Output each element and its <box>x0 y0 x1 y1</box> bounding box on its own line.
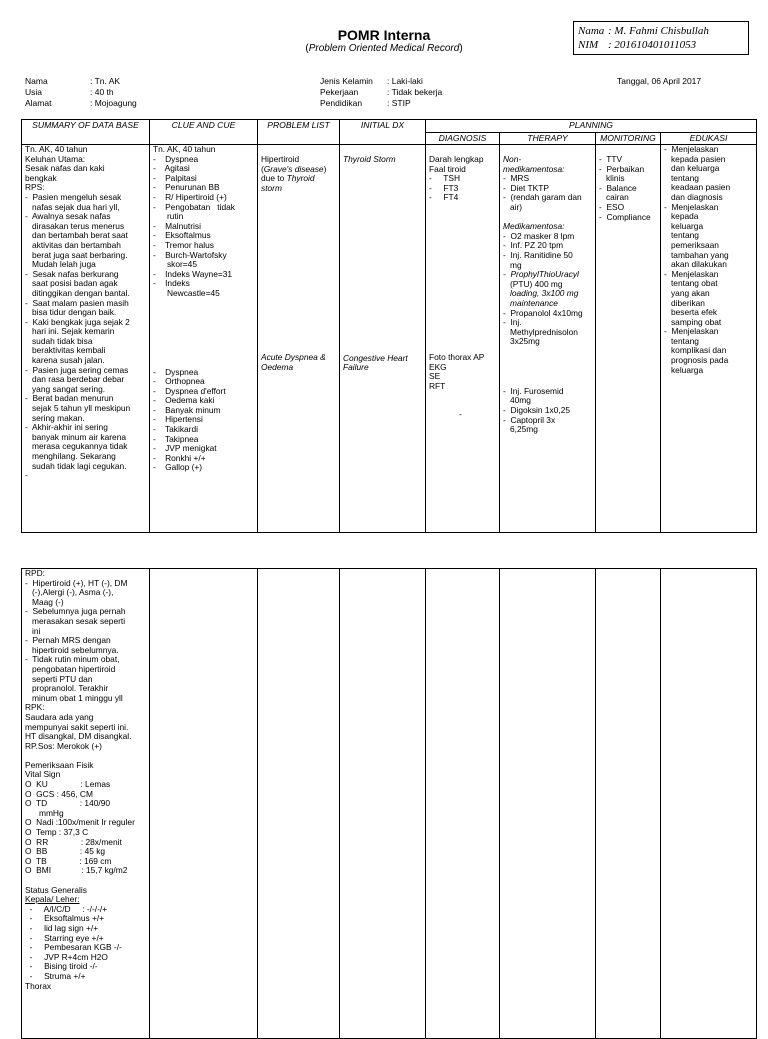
patient-job-row <box>320 87 442 98</box>
patient-job-label: Pekerjaan <box>320 87 359 97</box>
summary-lines-line: yang sangat sering. <box>25 383 106 394</box>
summary-cont-a-line: O Nadi :100x/menit Ir reguler <box>25 817 135 828</box>
clue-group-1 <box>153 145 254 299</box>
student-name-label: Nama <box>578 25 605 37</box>
clue-group-1-line: - R/ Hipertiroid (+) <box>153 191 227 202</box>
edukasi-1-line: pemeriksaan <box>664 239 719 250</box>
therapy-1-line: - (rendah garam dan <box>503 192 582 203</box>
monitoring-1-line: cairan <box>599 192 629 203</box>
monitoring-1-line: - Compliance <box>599 211 651 222</box>
diagnosis-1-line: - TSH <box>429 173 461 184</box>
summary-cont-a-line: RP.Sos: Merokok (+) <box>25 740 102 751</box>
clue-group-1-line: - Dyspnea <box>153 153 199 164</box>
edukasi-1-line: keluarga <box>664 364 704 375</box>
summary-cont-a-line: ini <box>25 625 41 636</box>
header-diagnosis: DIAGNOSIS <box>426 132 500 145</box>
patient-job-value: : Tidak bekerja <box>387 87 443 97</box>
summary-cont-a-line: O TD : 140/90 <box>25 798 111 809</box>
monitoring-cont-cell <box>596 569 661 1039</box>
summary-lines-line: sejak 5 tahun yll meskipun <box>25 403 131 414</box>
header-therapy: THERAPY <box>500 132 596 145</box>
edukasi-1-line: dan diagnosis <box>664 191 723 202</box>
summary-cont-a-line: Saudara ada yang <box>25 711 94 722</box>
initial-cont-cell <box>340 569 426 1039</box>
pomr-table-page1 <box>21 119 757 533</box>
summary-cont-b-line: Thorax <box>25 980 52 991</box>
summary-lines-line: dan rasa berdebar debar <box>25 374 125 385</box>
clue-group-1-line: - Tremor halus <box>153 239 214 250</box>
header-edukasi: EDUKASI <box>661 132 757 145</box>
monitoring-cell <box>596 145 661 533</box>
patient-sex-row <box>320 76 442 87</box>
clue-group-1-line: - Penurunan BB <box>153 182 220 193</box>
patient-name-value: : Tn. AK <box>90 76 121 86</box>
therapy-1-line: - MRS <box>503 173 530 184</box>
summary-cont-a-line: mempunyai sakit seperti ini. <box>25 721 129 732</box>
diagnosis-1-line: Faal tiroid <box>429 163 466 174</box>
summary-lines-line: Tn. AK, 40 tahun <box>25 144 88 154</box>
patient-address-label: Alamat <box>25 98 52 108</box>
subtitle-text: Problem Oriented Medical Record <box>308 43 460 54</box>
problem-2-line-2: Oedema <box>261 361 294 372</box>
summary-lines-line: ditinggikan dengan bantal. <box>25 287 130 298</box>
diagnosis-2-line: Foto thorax AP <box>429 351 485 362</box>
therapy-1-line: air) <box>503 201 523 212</box>
therapy-2-line: 40mg <box>503 395 531 406</box>
clue-group-2-line: - Takikardi <box>153 424 198 435</box>
monitoring-1-line: - ESO <box>599 201 625 212</box>
summary-cont-a-line: - Sebelumnya juga pernah <box>25 606 126 617</box>
problem-2 <box>261 353 336 372</box>
summary-cont-a-line: merasakan sesak seperti <box>25 615 126 626</box>
clue-group-2-line: - Dyspnea d'effort <box>153 385 226 396</box>
patient-address-row <box>25 98 137 109</box>
edukasi-1-line: tentang obat <box>664 278 718 289</box>
summary-lines-line: hari ini. Sejak kemarin <box>25 326 115 337</box>
summary-lines-line: sudah tidak lagi cegukan. <box>25 460 127 471</box>
summary-lines-line: RPS: <box>25 182 45 193</box>
summary-lines-line: dan bertambah berat saat <box>25 230 128 241</box>
summary-cont-a-line: O GCS : 456, CM <box>25 788 93 799</box>
patient-education-row <box>320 98 442 109</box>
summary-lines-line: - Sesak nafas berkurang <box>25 268 119 279</box>
therapy-2 <box>503 387 592 435</box>
therapy-1-line: 3x25mg <box>503 336 540 347</box>
edukasi-1-line: akan dilakukan <box>664 259 727 270</box>
summary-lines-line: - Pasien juga sering cemas <box>25 364 129 375</box>
summary-lines-line: - Kaki bengkak juga sejak 2 <box>25 316 130 327</box>
diagnosis-cont-cell <box>426 569 500 1039</box>
therapy-1-line: medikamentosa: <box>503 163 565 174</box>
patient-sex-value: : Laki-laki <box>387 76 423 86</box>
summary-cont-a-line: propranolol. Terakhir <box>25 683 109 694</box>
therapy-1 <box>503 155 592 347</box>
therapy-1-line: loading, 3x100 mg <box>503 288 579 299</box>
clue-group-2-line: - Oedema kaki <box>153 395 215 406</box>
summary-cont-a-line: - Hipertiroid (+), HT (-), DM <box>25 577 128 588</box>
patient-sex-label: Jenis Kelamin <box>320 76 373 86</box>
summary-lines-line: - Berat badan menurun <box>25 393 114 404</box>
edukasi-1-line: tentang <box>664 335 699 346</box>
header-summary: SUMMARY OF DATA BASE <box>22 120 150 145</box>
document-title: POMR Interna <box>337 27 431 43</box>
summary-cont-a-line: O TB : 169 cm <box>25 855 112 866</box>
clue-group-1-line: - Agitasi <box>153 163 190 174</box>
therapy-1-line: mg <box>503 259 522 270</box>
edukasi-1-line: kepada <box>664 211 699 222</box>
edukasi-1-line: samping obat <box>664 316 722 327</box>
summary-cont-a-line: RPD: <box>25 568 46 578</box>
clue-group-1-line: - Malnutrisi <box>153 220 201 231</box>
student-name-value: : M. Fahmi Chisbullah <box>608 25 709 37</box>
diagnosis-1-line: - FT4 <box>429 192 459 203</box>
problem-1 <box>261 155 336 193</box>
problem-cont-cell <box>258 569 340 1039</box>
therapy-1-line: Non- <box>503 154 522 164</box>
edukasi-1-line: - Menjelaskan <box>664 326 719 337</box>
therapy-1-line: - Inj. Ranitidine 50 <box>503 249 573 260</box>
summary-cont-a-line: Status Generalis <box>25 884 87 895</box>
therapy-2-line: - Captopril 3x <box>503 414 556 425</box>
summary-cont-a-line: O KU : Lemas <box>25 779 111 790</box>
header-monitoring: MONITORING <box>596 132 661 145</box>
patient-education-label: Pendidikan <box>320 98 363 108</box>
therapy-1-line: - ProphylThioUracyl <box>503 269 579 280</box>
summary-lines-line: Keluhan Utama: <box>25 153 86 164</box>
summary-cont-a-line: - Pernah MRS dengan <box>25 635 111 646</box>
summary-cont-b-line: - Eksoftalmus +/+ <box>25 913 105 924</box>
summary-lines-line: saat posisi badan agak <box>25 278 118 289</box>
problem-1-line-4: storm <box>261 182 282 193</box>
therapy-1-line: - O2 masker 8 lpm <box>503 230 575 241</box>
edukasi-1-line: keadaan pasien <box>664 182 731 193</box>
edukasi-1-line: tambahan yang <box>664 249 729 260</box>
summary-cont-a-line: Vital Sign <box>25 769 61 780</box>
summary-lines-line: dirasakan terus menerus <box>25 220 125 231</box>
clue-group-1-line: Newcastle=45 <box>153 287 220 298</box>
summary-cont-a-line: - Tidak rutin minum obat, <box>25 654 120 665</box>
therapy-1-line: - Inj. <box>503 317 522 328</box>
patient-age-value: : 40 th <box>90 87 114 97</box>
therapy-2-line: 6,25mg <box>503 424 538 435</box>
summary-cont-a-line: HT disangkal, DM disangkal. <box>25 731 132 742</box>
edukasi-1-line: tentang <box>664 172 699 183</box>
edukasi-1-line: yang akan <box>664 287 710 298</box>
summary-cont-a-line: O BB : 45 kg <box>25 846 106 857</box>
monitoring-1-line: - Perbaikan <box>599 163 645 174</box>
summary-cont-a-line: mmHg <box>25 807 64 818</box>
edukasi-cell <box>661 145 757 533</box>
clue-group-1-line: skor=45 <box>153 259 197 270</box>
summary-cont-a-line: seperti PTU dan <box>25 673 93 684</box>
edukasi-1-line: prognosis pada <box>664 355 729 366</box>
edukasi-1-line: beserta efek <box>664 307 718 318</box>
summary-cont-b-line: - Pembesaran KGB -/- <box>25 942 122 953</box>
clue-group-2-line: - Dyspnea <box>153 366 199 377</box>
diagnosis-1 <box>429 155 496 203</box>
student-nim-row <box>578 38 744 52</box>
student-nim-label: NIM <box>578 39 599 51</box>
monitoring-1-line: - Balance <box>599 182 637 193</box>
summary-lines-line: Mudah lelah juga <box>25 259 96 270</box>
clue-group-1-line: - Palpitasi <box>153 172 197 183</box>
edukasi-1-line: kepada pasien <box>664 153 726 164</box>
edukasi-1-line: keluarga <box>664 220 704 231</box>
monitoring-1-line: klinis <box>599 173 625 184</box>
edukasi-1-line: - Menjelaskan <box>664 268 719 279</box>
diagnosis-2-line: RFT <box>429 380 446 391</box>
clue-group-2-line: - Banyak minum <box>153 404 221 415</box>
summary-lines-line: - Pasien mengeluh sesak <box>25 191 122 202</box>
edukasi-cont-cell <box>661 569 757 1039</box>
summary-lines <box>25 145 146 481</box>
diagnosis-1-line: - FT3 <box>429 182 459 193</box>
therapy-1-line: (PTU) 400 mg <box>503 278 563 289</box>
initial-dx-2-line: Failure <box>343 362 369 373</box>
summary-cont-b <box>25 905 146 991</box>
summary-lines-line: bengkak <box>25 172 57 183</box>
summary-lines-line: beraktivitas kembali <box>25 345 106 356</box>
initial-dx-2 <box>343 354 422 373</box>
student-nim-value: : 201610401011053 <box>608 39 697 51</box>
problem-1-line-1: Hipertiroid <box>261 154 300 164</box>
clue-cont-cell <box>150 569 258 1039</box>
edukasi-1-line: dan keluarga <box>664 163 720 174</box>
edukasi-1-line: diberikan <box>664 297 705 308</box>
pomr-table-page2 <box>21 568 757 1039</box>
patient-info-mid <box>320 76 442 109</box>
summary-lines-line: Sesak nafas dan kaki <box>25 163 105 174</box>
therapy-1-line: - Diet TKTP <box>503 182 549 193</box>
summary-cont-b-line: - Starring eye +/+ <box>25 932 104 943</box>
initial-dx-1-line: Thyroid Storm <box>343 154 396 164</box>
summary-lines-line: berat juga saat berbaring. <box>25 249 128 260</box>
summary-cell <box>22 145 150 533</box>
edukasi-1 <box>664 145 753 375</box>
summary-cont-a-line: O RR : 28x/menit <box>25 836 122 847</box>
clue-group-1-line: - Pengobatan tidak <box>153 201 235 212</box>
kepala-leher-heading: Kepala/ Leher: <box>25 894 80 905</box>
summary-lines-line: merasa cegukannya tidak <box>25 441 128 452</box>
problem-1-line-3: due to Thyroid <box>261 173 315 184</box>
student-id-box <box>573 21 749 55</box>
summary-cont-cell <box>22 569 150 1039</box>
summary-cont-a-line: Pemeriksaan Fisik <box>25 759 94 770</box>
therapy-2-line: - Digoksin 1x0,25 <box>503 405 571 416</box>
patient-age-label: Usia <box>25 87 43 97</box>
summary-cont-a-line: RPK: <box>25 702 45 713</box>
clue-group-1-line: - Indeks <box>153 278 190 289</box>
diagnosis-1-line: Darah lengkap <box>429 154 484 164</box>
patient-age-row <box>25 87 137 98</box>
problem-2-line-1: Acute Dyspnea & <box>261 352 326 363</box>
problem-cell <box>258 145 340 533</box>
clue-group-1-line: - Eksoftalmus <box>153 230 211 241</box>
summary-cont-a-line: O Temp : 37,3 C <box>25 827 89 838</box>
document-date: Tanggal, 06 April 2017 <box>617 76 702 86</box>
student-name-row <box>578 24 744 38</box>
patient-education-value: : STIP <box>387 98 411 108</box>
edukasi-1-line: - Menjelaskan <box>664 201 719 212</box>
therapy-1-line: maintenance <box>503 297 558 308</box>
summary-cont-a-line: Maag (-) <box>25 596 64 607</box>
header-initial: INITIAL DX <box>340 120 426 145</box>
diagnosis-dash: - <box>459 409 462 420</box>
diagnosis-2-line: SE <box>429 371 441 382</box>
clue-group-2-line: - Takipnea <box>153 433 199 444</box>
problem-1-line-2: (Grave's disease) <box>261 163 327 174</box>
diagnosis-2 <box>429 353 496 391</box>
therapy-1-line: - Inf. PZ 20 tpm <box>503 240 564 251</box>
clue-group-2-line: - Gallop (+) <box>153 462 203 473</box>
summary-cont-b-line: - JVP R+4cm H2O <box>25 951 108 962</box>
clue-group-2-line: - Hipertensi <box>153 414 203 425</box>
summary-lines-line: aktivitas dan bertambah <box>25 239 121 250</box>
therapy-2-line: - Inj. Furosemid <box>503 385 564 396</box>
clue-group-1-line: rutin <box>153 211 184 222</box>
problem-1-graves: Grave's disease <box>263 163 324 174</box>
therapy-1-line: - Propanolol 4x10mg <box>503 307 583 318</box>
summary-lines-line: sudah tidak bisa <box>25 335 93 346</box>
patient-address-value: : Mojoagung <box>90 98 137 108</box>
summary-lines-line: nafas sejak dua hari yll, <box>25 201 120 212</box>
edukasi-1-line: komplikasi dan <box>664 345 727 356</box>
initial-dx-1 <box>343 155 422 165</box>
monitoring-1-line: - TTV <box>599 154 623 164</box>
header-planning: PLANNING <box>426 120 757 133</box>
summary-cont-b-line: - A/I/C/D : -/-/-/+ <box>25 903 108 914</box>
summary-cont-a-line: hipertiroid sebelumnya. <box>25 644 119 655</box>
clue-cell <box>150 145 258 533</box>
clue-group-2-line: - JVP menigkat <box>153 443 217 454</box>
clue-group-2 <box>153 368 254 474</box>
summary-lines-line: banyak minum air karena <box>25 431 127 442</box>
clue-group-2-line: - Ronkhi +/+ <box>153 452 206 463</box>
summary-cont-a-line: (-),Alergi (-), Asma (-), <box>25 587 114 598</box>
summary-lines-line: karena susah jalan. <box>25 355 105 366</box>
summary-lines-line: - Akhir-akhir ini sering <box>25 422 108 433</box>
monitoring-1 <box>599 155 657 222</box>
therapy-cell <box>500 145 596 533</box>
summary-lines-line: - Saat malam pasien masih <box>25 297 129 308</box>
summary-lines-line: - Awalnya sesak nafas <box>25 211 111 222</box>
subtitle-open-paren: ( <box>305 43 309 54</box>
therapy-1-line: Medikamentosa: <box>503 221 565 232</box>
summary-cont-a <box>25 569 146 895</box>
summary-cont-b-line: - lid lag sign +/+ <box>25 922 99 933</box>
clue-group-1-line: - Burch-Wartofsky <box>153 249 227 260</box>
summary-cont-a-line: pengobatan hipertiroid <box>25 663 116 674</box>
header-clue: CLUE AND CUE <box>150 120 258 145</box>
therapy-1-line: Methylprednisolon <box>503 326 578 337</box>
edukasi-1-line: - Menjelaskan <box>664 144 719 154</box>
initial-dx-cell <box>340 145 426 533</box>
summary-cont-b-line: - Struma +/+ <box>25 970 86 981</box>
header-problem: PROBLEM LIST <box>258 120 340 145</box>
summary-lines-line: bisa tidur dengan baik. <box>25 307 117 318</box>
therapy-cont-cell <box>500 569 596 1039</box>
patient-info-left <box>25 76 137 109</box>
summary-cont-b-line: - Bising tiroid -/- <box>25 961 98 972</box>
clue-group-2-line: - Orthopnea <box>153 376 205 387</box>
summary-lines-line: - <box>25 470 28 481</box>
patient-name-label: Nama <box>25 76 48 86</box>
patient-name-row <box>25 76 137 87</box>
clue-group-1-line: - Indeks Wayne=31 <box>153 268 233 279</box>
summary-lines-line: menghilang. Sekarang <box>25 451 116 461</box>
summary-cont-a-line: O BMI : 15,7 kg/m2 <box>25 865 128 876</box>
clue-group-1-line: Tn. AK, 40 tahun <box>153 144 216 154</box>
diagnosis-2-line: EKG <box>429 361 447 372</box>
initial-dx-2-line: Congestive Heart <box>343 352 408 363</box>
subtitle-close-paren: ) <box>459 43 463 54</box>
diagnosis-cell <box>426 145 500 533</box>
summary-cont-a-line: minum obat 1 minggu yll <box>25 692 123 703</box>
edukasi-1-line: tentang <box>664 230 699 241</box>
summary-lines-line: sering makan. <box>25 412 85 423</box>
